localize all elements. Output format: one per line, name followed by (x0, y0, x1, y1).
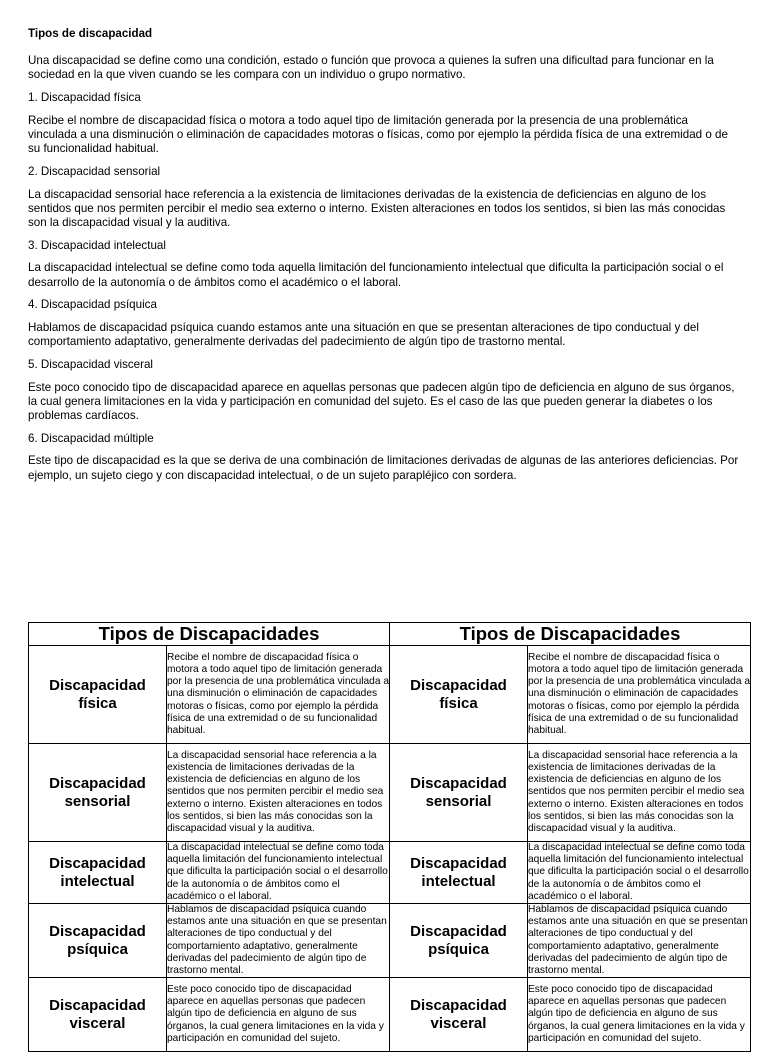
section-text-psiquica: Hablamos de discapacidad psíquica cuando estamos ante una situación en que se presentan alteraciones de tipo conductual y del comportamiento adaptativo, generalmente derivadas del padecimiento de algún tipo de trastorno mental. (28, 321, 699, 349)
type-name-cell: Discapacidad psíquica (29, 904, 167, 978)
types-table-wrapper (28, 622, 751, 1052)
type-name-cell: Discapacidad física (390, 646, 528, 744)
section-heading-sensorial: 2. Discapacidad sensorial (28, 164, 161, 178)
table-header-right: Tipos de Discapacidades (390, 623, 751, 646)
type-desc-cell: Este poco conocido tipo de discapacidad aparece en aquellas personas que padecen algún tipo de deficiencia en alguno de sus órganos, la cual genera limitaciones en la vida y participación en comunidad del sujeto. (528, 978, 751, 1052)
type-name-cell: Discapacidad intelectual (29, 842, 167, 904)
table-header-row (29, 623, 751, 646)
section-heading-multiple: 6. Discapacidad múltiple (28, 431, 154, 445)
table-row (29, 842, 751, 904)
type-desc-cell: Recibe el nombre de discapacidad física o motora a todo aquel tipo de limitación generada por la presencia de una problemática vinculada a una disminución o eliminación de capacidades motoras o físicas, como por ejemplo la pérdida física de una extremidad o de su funcionalidad habitual. (528, 646, 751, 744)
section-text-intelectual: La discapacidad intelectual se define como toda aquella limitación del funcionamiento intelectual que dificulta la participación social o el desarrollo de la autonomía o de ámbitos como el académico o el laboral. (28, 261, 724, 289)
section-heading-visceral: 5. Discapacidad visceral (28, 357, 154, 371)
type-name-cell: Discapacidad visceral (29, 978, 167, 1052)
type-name-cell: Discapacidad sensorial (390, 744, 528, 842)
type-name-cell: Discapacidad física (29, 646, 167, 744)
section-heading-intelectual: 3. Discapacidad intelectual (28, 238, 166, 252)
type-name-cell: Discapacidad visceral (390, 978, 528, 1052)
type-desc-cell: La discapacidad intelectual se define como toda aquella limitación del funcionamiento intelectual que dificulta la participación social o el desarrollo de la autonomía o de ámbitos como el académico o el laboral. (528, 842, 749, 902)
table-row (29, 646, 751, 744)
section-text-visceral: Este poco conocido tipo de discapacidad aparece en aquellas personas que padecen algún tipo de deficiencia en alguno de sus órganos, la cual genera limitaciones en la vida y participación en comunidad del sujeto. Es el caso de las que pueden generar la diabetes o los problemas cardíacos. (28, 380, 735, 423)
section-text-multiple: Este tipo de discapacidad es la que se deriva de una combinación de limitaciones derivadas de algunas de las anteriores deficiencias. Por ejemplo, un sujeto ciego y con discapacidad intelectual, o de un sujeto parapléjico con sordera. (28, 454, 739, 482)
type-name-cell: Discapacidad intelectual (390, 842, 528, 904)
type-name-cell: Discapacidad sensorial (29, 744, 167, 842)
table-row (29, 744, 751, 842)
type-desc-cell: Este poco conocido tipo de discapacidad aparece en aquellas personas que padecen algún tipo de deficiencia en alguno de sus órganos, la cual genera limitaciones en la vida y participación en comunidad del sujeto. (167, 978, 390, 1052)
type-desc-cell: La discapacidad sensorial hace referencia a la existencia de limitaciones derivadas de la existencia de deficiencias en alguno de los sentidos que nos permiten percibir el medio sea externo o interno. Existen alteraciones en todos los sentidos, si bien las más conocidas son la discapacidad visual y la auditiva. (167, 744, 390, 842)
section-text-fisica: Recibe el nombre de discapacidad física o motora a todo aquel tipo de limitación generada por la presencia de una problemática vinculada a una disminución o eliminación de capacidades motoras o físicas, como por ejemplo la pérdida física de una extremidad o de su funcionalidad habitual. (28, 113, 728, 156)
section-heading-fisica: 1. Discapacidad física (28, 91, 141, 105)
table-header-left: Tipos de Discapacidades (29, 623, 390, 646)
types-table (28, 622, 751, 1052)
table-row (29, 978, 751, 1052)
type-desc-cell: Recibe el nombre de discapacidad física o motora a todo aquel tipo de limitación generada por la presencia de una problemática vinculada a una disminución o eliminación de capacidades motoras o físicas, como por ejemplo la pérdida física de una extremidad o de su funcionalidad habitual. (167, 646, 390, 744)
type-desc-cell: La discapacidad intelectual se define como toda aquella limitación del funcionamiento intelectual que dificulta la participación social o el desarrollo de la autonomía o de ámbitos como el académico o el laboral. (167, 842, 388, 902)
section-heading-psiquica: 4. Discapacidad psíquica (28, 298, 157, 312)
table-row (29, 904, 751, 978)
document-body (28, 27, 740, 491)
section-text-sensorial: La discapacidad sensorial hace referencia a la existencia de limitaciones derivadas de la existencia de deficiencias en alguno de los sentidos que nos permiten percibir el medio sea externo o interno. Existen alteraciones en todos los sentidos, si bien las más conocidas son la discapacidad visual y la auditiva. (28, 187, 726, 230)
type-name-cell: Discapacidad psíquica (390, 904, 528, 978)
type-desc-cell: Hablamos de discapacidad psíquica cuando estamos ante una situación en que se presentan alteraciones de tipo conductual y del comportamiento adaptativo, generalmente derivadas del padecimiento de algún tipo de trastorno mental. (528, 904, 751, 978)
document-title: Tipos de discapacidad (28, 27, 153, 40)
intro-paragraph: Una discapacidad se define como una condición, estado o función que provoca a quienes la sufren una dificultad para funcionar en la sociedad en la que viven cuando se les compara con un individuo o grupo normativo. (28, 54, 714, 82)
type-desc-cell: Hablamos de discapacidad psíquica cuando estamos ante una situación en que se presentan alteraciones de tipo conductual y del comportamiento adaptativo, generalmente derivadas del padecimiento de algún tipo de trastorno mental. (167, 904, 390, 978)
type-desc-cell: La discapacidad sensorial hace referencia a la existencia de limitaciones derivadas de la existencia de deficiencias en alguno de los sentidos que nos permiten percibir el medio sea externo o interno. Existen alteraciones en todos los sentidos, si bien las más conocidas son la discapacidad visual y la auditiva. (528, 744, 751, 842)
